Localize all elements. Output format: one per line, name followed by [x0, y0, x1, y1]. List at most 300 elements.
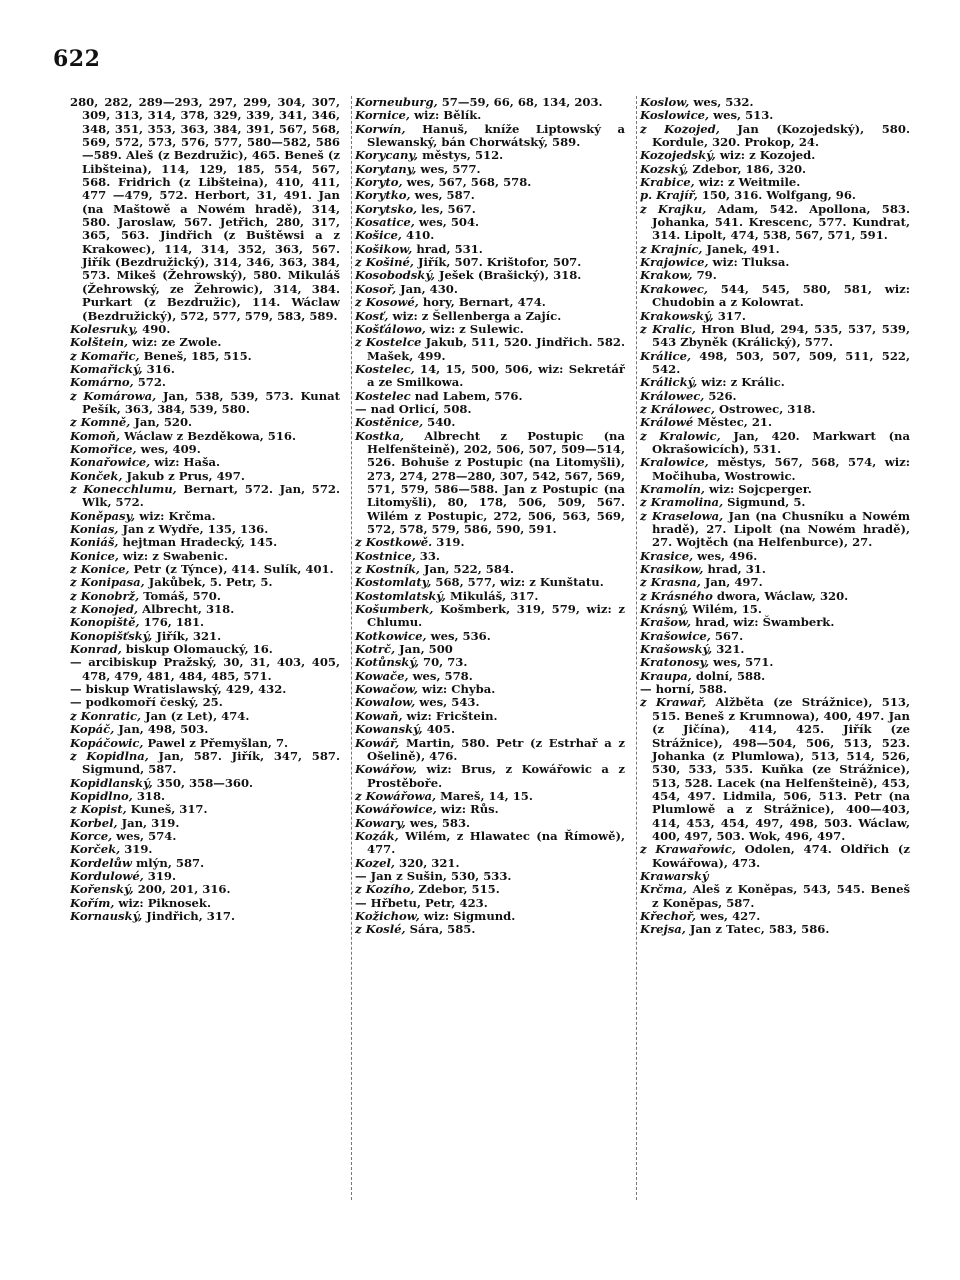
entry-text: wiz: z Králic.	[697, 375, 785, 390]
entry-headword: Krakow,	[640, 268, 693, 283]
index-column-right	[636, 96, 910, 1200]
entry-text: hrad, 531.	[412, 241, 483, 256]
entry-text: Jan (Kozojedský), 580. Kordule, 320. Prokop, 24.	[652, 121, 910, 150]
entry-headword: z Komně,	[70, 415, 131, 430]
page-number: 622	[53, 46, 101, 72]
entry-headword: Kowary,	[355, 815, 406, 830]
entry-headword: Kowářowice,	[355, 802, 437, 817]
entry-text: Jakub, 511, 520. Jindřich. 582. Mašek, 499.	[367, 335, 625, 363]
entry-headword: Korce,	[70, 828, 113, 843]
entry-headword: z Krasna,	[640, 575, 701, 590]
entry-text: wes, 587.	[410, 188, 475, 203]
entry-headword: z Krawařowic,	[640, 842, 736, 857]
index-entry	[70, 590, 340, 603]
index-entry	[355, 683, 625, 696]
index-entry	[640, 483, 910, 496]
entry-text: Odolen, 474. Oldřich (z Kowářowa), 473.	[652, 842, 910, 870]
entry-text: 176, 181.	[139, 615, 205, 630]
index-entry	[70, 510, 340, 523]
entry-text: Ostrowec, 318.	[714, 401, 816, 416]
index-entry	[640, 203, 910, 243]
entry-headword: Košťálowo,	[355, 321, 426, 336]
entry-headword: Králowé	[640, 415, 694, 430]
entry-text: Jindřich, 317.	[142, 908, 236, 923]
index-entry	[640, 176, 910, 189]
index-entry	[640, 510, 910, 550]
entry-text: Mareš, 14, 15.	[436, 788, 533, 803]
entry-text: 319.	[120, 842, 153, 857]
entry-headword: Krajowice,	[640, 255, 709, 270]
index-entry	[70, 603, 340, 616]
entry-text: 567.	[710, 628, 744, 643]
index-entry	[355, 590, 625, 603]
entry-text: 544, 545, 580, 581, wiz: Chudobin a z Kolowrat.	[652, 281, 910, 310]
index-entry	[355, 363, 625, 390]
entry-text: Pawel z Přemyšlan, 7.	[143, 735, 289, 750]
index-entry	[70, 777, 340, 790]
index-entry	[355, 737, 625, 764]
entry-headword: Korycany,	[355, 148, 419, 163]
entry-headword: Krakowský,	[640, 308, 714, 323]
entry-text: wiz: Haša.	[150, 455, 221, 470]
entry-text: městys, 512.	[418, 148, 504, 163]
entry-headword: Kopáčowic,	[70, 735, 144, 750]
entry-headword: Krašowský,	[640, 642, 713, 657]
entry-text: Martin, 580. Petr (z Estrhař a z Ošelině), 476.	[367, 735, 625, 763]
entry-headword: Kosatice,	[355, 215, 415, 230]
index-entry	[640, 603, 910, 616]
entry-text: — Jan z Sušin, 530, 533.	[355, 868, 512, 883]
entry-text: Petr (z Týnce), 414. Sulík, 401.	[129, 562, 334, 577]
entry-text: 150, 316. Wolfgang, 96.	[697, 188, 856, 203]
entry-text: 572.	[133, 375, 166, 390]
entry-headword: z Kralic,	[640, 321, 696, 336]
entry-text: 318.	[132, 788, 166, 803]
entry-headword: Kozský,	[640, 161, 689, 176]
entry-text: hejtman Hradecký, 145.	[118, 535, 278, 550]
index-entry	[355, 563, 625, 576]
entry-text: hory, Bernart, 474.	[418, 295, 546, 310]
entry-headword: Kotkowice,	[355, 628, 427, 643]
entry-text: Adam, 542. Apollona, 583. Johanka, 541. Krescenc, 577. Kundrat, 314. Lipolt, 474, 538, 567, 571, 591.	[652, 201, 910, 243]
entry-headword: Korytko,	[355, 188, 411, 203]
entry-headword: z Králowec,	[640, 401, 715, 416]
entry-text: Hron Blud, 294, 535, 537, 539, 543 Zbyněk (Králický), 577.	[652, 321, 910, 350]
entry-headword: Kopáč,	[70, 722, 115, 737]
entry-text: Jan, 522, 584.	[419, 562, 515, 577]
entry-headword: Kosobodský,	[355, 268, 435, 283]
entry-text: wiz: z Kozojed.	[715, 148, 816, 163]
index-entry	[70, 643, 340, 656]
index-entry	[355, 643, 625, 656]
index-entry	[70, 350, 340, 363]
entry-headword: Kostěnice,	[355, 415, 424, 430]
entry-text: Jan, 500	[395, 642, 453, 657]
entry-headword: Komoň,	[70, 428, 121, 443]
entry-text: Jakůbek, 5. Petr, 5.	[144, 575, 273, 590]
index-entry	[355, 696, 625, 709]
entry-text: Jan, 430.	[396, 281, 458, 296]
index-entry	[70, 430, 340, 443]
index-entry	[355, 576, 625, 589]
entry-headword: Koslowice,	[640, 108, 710, 123]
index-entry	[640, 283, 910, 310]
entry-text: wiz: Piknosek.	[114, 895, 211, 910]
entry-text: 405.	[422, 722, 455, 737]
entry-text: 498, 503, 507, 509, 511, 522, 542.	[652, 348, 910, 376]
index-entry	[70, 883, 340, 896]
entry-headword: Kowače,	[355, 668, 409, 683]
index-entry	[70, 563, 340, 576]
entry-headword: Konias,	[70, 522, 119, 536]
index-entry	[640, 670, 910, 683]
entry-text: 319.	[432, 535, 465, 550]
entry-headword: Košikow,	[355, 241, 413, 256]
entry-headword: Kowářow,	[355, 762, 417, 777]
index-entry	[640, 843, 910, 870]
entry-text: wes, 571.	[709, 655, 774, 670]
index-entry	[70, 616, 340, 629]
entry-headword: Koslow,	[640, 96, 690, 109]
entry-text: — Hřbetu, Petr, 423.	[355, 895, 488, 910]
index-entry	[355, 243, 625, 256]
entry-headword: Krakowec,	[640, 281, 708, 296]
entry-headword: Kornauský,	[70, 908, 143, 923]
index-entry	[355, 403, 625, 416]
index-entry	[640, 189, 910, 202]
index-entry	[355, 390, 625, 403]
entry-text: wiz: z Swabenic.	[118, 548, 229, 563]
index-entry	[640, 550, 910, 563]
index-entry	[640, 243, 910, 256]
index-entry	[355, 670, 625, 683]
entry-text: Jan, 538, 539, 573. Kunat Pešík, 363, 384, 539, 580.	[82, 388, 340, 416]
entry-headword: z Konobrž,	[70, 588, 140, 603]
entry-headword: Konice,	[70, 548, 119, 563]
index-entry	[355, 883, 625, 896]
entry-headword: Korneuburg,	[355, 96, 438, 109]
index-entry	[640, 590, 910, 603]
entry-text: hrad, wiz: Šwamberk.	[691, 615, 835, 630]
index-entry	[70, 910, 340, 923]
entry-text: wes, 513.	[709, 108, 774, 123]
index-entry	[70, 683, 340, 696]
entry-text: Wilém, 15.	[688, 602, 762, 617]
index-entry	[640, 403, 910, 416]
entry-text: 568, 577, wiz: z Kunštatu.	[431, 575, 604, 590]
index-entry	[640, 163, 910, 176]
entry-headword: z Kopist,	[70, 802, 127, 817]
index-column-middle	[351, 96, 625, 1200]
entry-headword: Kostomlatský,	[355, 588, 446, 603]
entry-text: wes, 536.	[426, 628, 491, 643]
index-entry	[355, 656, 625, 669]
entry-headword: Korwín,	[355, 121, 406, 136]
entry-headword: Kopidlno,	[70, 788, 133, 803]
index-entry	[355, 256, 625, 269]
entry-text: 319.	[143, 868, 177, 883]
index-entry	[640, 376, 910, 389]
entry-text: Alžběta (ze Strážnice), 513, 515. Beneš z Krumnowa), 400, 497. Jan (z Jičína), 414, 425. Jiřík (ze Strážnice), 498—504, 506, 513, 523. Johanka (z Plumlowa), 513, 514, 526, 530, 533, 535. Kuňka (ze Strážnice), 513, 528. Lacek (na Helfenšteině), 453, 454, 497. Lidmila, 506, 513. Petr (na Plumlowě a z Strážnice), 400—403, 414, 453, 454, 497, 498, 503. Wáclaw, 400, 497, 503. Wok, 496, 497.	[652, 695, 910, 843]
entry-text: wiz: Sigmund.	[419, 908, 516, 923]
entry-headword: p. Krajíř,	[640, 188, 698, 203]
entry-headword: Kowalow,	[355, 695, 416, 710]
entry-headword: z Konipasa,	[70, 575, 145, 590]
entry-headword: Kordulowé,	[70, 868, 144, 883]
entry-text: — podkomoří český, 25.	[70, 695, 223, 710]
entry-headword: Kostka,	[355, 428, 405, 443]
index-entry	[355, 550, 625, 563]
entry-headword: Konopiště,	[70, 615, 140, 630]
index-entry	[355, 323, 625, 336]
entry-headword: z Krawař,	[640, 695, 707, 710]
entry-headword: Koryto,	[355, 175, 403, 190]
entry-headword: Kordelůw	[70, 855, 132, 870]
entry-text: Ješek (Brašický), 318.	[434, 268, 582, 283]
entry-headword: Kowačow,	[355, 682, 418, 697]
entry-text: Albrecht z Postupic (na Helfenšteině), 202, 506, 507, 509—514, 526. Bohuše z Postupic (na Litomyšli), 273, 274, 278—280, 307, 542, 567, 569, 571, 579, 586—588. Jan z Postupic (na Litomyšli), 80, 178, 506, 509, 567. Wilém z Postupic, 272, 506, 563, 569, 572, 578, 579, 586, 590, 591.	[367, 428, 625, 536]
entry-text: 57—59, 66, 68, 134, 203.	[437, 96, 603, 109]
entry-headword: z Koslé,	[355, 922, 406, 937]
index-entry	[640, 323, 910, 350]
entry-headword: Krabice,	[640, 175, 695, 190]
index-entry	[640, 123, 910, 150]
entry-headword: z Kralowic,	[640, 428, 721, 443]
entry-headword: Kolesruky,	[70, 321, 139, 336]
entry-headword: Kostelec	[355, 388, 411, 403]
entry-text: Jakub z Prus, 497.	[122, 468, 245, 483]
entry-headword: Kořím,	[70, 895, 115, 910]
entry-text: les, 567.	[417, 201, 476, 216]
entry-text: wes, 504.	[414, 215, 480, 230]
entry-text: wiz: ze Zwole.	[128, 335, 222, 350]
entry-headword: Komařický,	[70, 361, 143, 376]
entry-text: Wáclaw z Bezděkowa, 516.	[120, 428, 297, 443]
index-entry	[70, 456, 340, 469]
entry-headword: Krasikow,	[640, 562, 704, 577]
entry-headword: Koněpasy,	[70, 508, 136, 523]
entry-text: wiz: Fricštein.	[402, 708, 498, 723]
index-entry	[640, 350, 910, 377]
entry-text: 200, 201, 316.	[133, 882, 231, 897]
entry-headword: Korbel,	[70, 815, 118, 830]
entry-text: Jan, 587. Jiřík, 347, 587. Sigmund, 587.	[82, 748, 340, 777]
entry-text: Košmberk, 319, 579, wiz: z Chlumu.	[367, 602, 625, 630]
entry-text: 350, 358—360.	[152, 775, 254, 790]
index-entry	[70, 750, 340, 777]
entry-text: dolní, 588.	[691, 668, 766, 683]
index-entry	[355, 630, 625, 643]
index-entry	[355, 96, 625, 109]
entry-text: 540.	[423, 415, 456, 430]
index-entry	[640, 656, 910, 669]
entry-text: Kuneš, 317.	[126, 802, 208, 817]
entry-text: Jan, 520.	[130, 415, 193, 430]
entry-headword: Košumberk,	[355, 602, 434, 617]
entry-text: wiz: Tluksa.	[708, 255, 790, 270]
entry-headword: Kožichow,	[355, 908, 420, 923]
index-entry	[355, 923, 625, 936]
index-entry	[355, 723, 625, 736]
index-entry	[70, 696, 340, 709]
entry-headword: z Kostkowě.	[355, 535, 433, 550]
index-entry	[640, 390, 910, 403]
entry-headword: Krčma,	[640, 882, 688, 897]
index-entry	[355, 857, 625, 870]
entry-headword: Komárno,	[70, 375, 134, 390]
entry-text: Tomáš, 570.	[139, 588, 221, 603]
index-entry	[640, 870, 910, 883]
entry-text: wes, 577.	[416, 161, 481, 176]
entry-text: wiz: z Sulewic.	[425, 321, 524, 336]
entry-headword: Korček,	[70, 842, 121, 857]
entry-text: — biskup Wratislawský, 429, 432.	[70, 682, 287, 697]
entry-text: wiz: Sojcperger.	[704, 481, 812, 496]
entry-text: Albrecht, 318.	[138, 602, 235, 617]
index-entry	[640, 576, 910, 589]
entry-headword: Kolštein,	[70, 335, 129, 350]
entry-text: Hanuš, kníže Liptowský a Slewanský, bán Chorwátský, 589.	[367, 121, 625, 150]
index-entry	[70, 817, 340, 830]
index-entry	[640, 630, 910, 643]
entry-text: Jiřík, 507. Krištofor, 507.	[413, 255, 582, 270]
index-entry	[70, 483, 340, 510]
entry-text: dwora, Wáclaw, 320.	[712, 588, 849, 603]
entry-text: Wilém, z Hlawatec (na Římowě), 477.	[367, 828, 625, 857]
entry-headword: z Krajníc,	[640, 241, 703, 256]
index-entry	[70, 523, 340, 536]
entry-headword: z Kraselowa,	[640, 508, 724, 523]
index-entry	[640, 883, 910, 910]
index-entry	[355, 163, 625, 176]
entry-headword: Kosoř,	[355, 281, 397, 296]
entry-headword: Kowaň,	[355, 708, 403, 723]
entry-headword: z Konratic,	[70, 708, 142, 723]
index-entry	[70, 416, 340, 429]
entry-text: 316.	[142, 361, 175, 376]
entry-text: — arcibiskup Pražský, 30, 31, 403, 405, 478, 479, 481, 484, 485, 571.	[70, 655, 340, 683]
entry-headword: Krasice,	[640, 548, 694, 563]
entry-headword: Kornice,	[355, 108, 410, 123]
entry-text: wes, 532.	[689, 96, 754, 109]
entry-text: wes, 543.	[415, 695, 480, 710]
entry-headword: Komořice,	[70, 441, 137, 456]
entry-headword: Králowec,	[640, 388, 705, 403]
index-entry	[355, 710, 625, 723]
entry-headword: Kramolín,	[640, 481, 705, 496]
entry-text: Jan z Tatec, 583, 586.	[685, 922, 830, 937]
entry-text: Jan (z Let), 474.	[141, 708, 250, 723]
entry-text: městys, 567, 568, 574, wiz: Močihuba, Wostrowic.	[652, 455, 910, 483]
entry-headword: Kozák,	[355, 828, 399, 843]
index-entry	[640, 616, 910, 629]
index-entry	[70, 96, 340, 323]
entry-headword: Kopidlanský,	[70, 775, 153, 790]
entry-text: Jan, 498, 503.	[114, 722, 209, 737]
entry-headword: Kowář,	[355, 735, 400, 750]
entry-text: 320, 321.	[394, 855, 460, 870]
index-entry	[355, 790, 625, 803]
index-column-left	[70, 96, 340, 1200]
index-entry	[355, 803, 625, 816]
index-entry	[70, 576, 340, 589]
entry-text: Mikuláš, 317.	[445, 588, 539, 603]
index-entry	[70, 363, 340, 376]
entry-headword: z Kramolina,	[640, 495, 724, 510]
entry-text: 70, 73.	[419, 655, 468, 670]
entry-headword: Krejsa,	[640, 922, 686, 937]
index-entry	[70, 897, 340, 910]
entry-text: 33.	[415, 548, 440, 563]
entry-headword: z Kozího,	[355, 882, 415, 897]
index-entry	[70, 470, 340, 483]
index-entry	[355, 283, 625, 296]
entry-text: wiz: z Šellenberga a Zajíc.	[388, 308, 562, 323]
entry-text: Bernart, 572. Jan, 572. Wlk, 572.	[82, 481, 340, 510]
entry-text: Městec, 21.	[693, 415, 773, 430]
index-entry	[640, 430, 910, 457]
entry-text: wes, 574.	[112, 828, 177, 843]
entry-headword: Kostelec,	[355, 361, 415, 376]
entry-headword: z Kozojed,	[640, 121, 720, 136]
entry-headword: Konařowice,	[70, 455, 151, 470]
index-entry	[640, 910, 910, 923]
index-entry	[70, 630, 340, 643]
entry-text: 490.	[138, 321, 171, 336]
entry-text: wes, 578.	[408, 668, 473, 683]
entry-headword: z Kostelce	[355, 335, 422, 350]
entry-headword: z Kosowé,	[355, 295, 419, 310]
index-entry	[70, 323, 340, 336]
entry-headword: Krawarský	[640, 868, 709, 883]
entry-headword: z Konojed,	[70, 602, 139, 617]
entry-headword: Koniáš,	[70, 535, 119, 550]
index-entry	[355, 817, 625, 830]
index-entry	[355, 189, 625, 202]
index-entry	[355, 216, 625, 229]
index-entry	[70, 390, 340, 417]
entry-text: wiz: Chyba.	[417, 682, 496, 697]
entry-headword: z Konice,	[70, 562, 130, 577]
entry-headword: z Kowářowa,	[355, 788, 437, 803]
index-entry	[355, 897, 625, 910]
entry-text: wiz: Krčma.	[135, 508, 216, 523]
index-entry	[640, 923, 910, 936]
entry-headword: Konrad,	[70, 642, 122, 657]
index-entry	[640, 96, 910, 109]
entry-text: wes, 567, 568, 578.	[402, 175, 532, 190]
index-entry	[70, 870, 340, 883]
index-entry	[355, 310, 625, 323]
index-entry	[355, 870, 625, 883]
entry-headword: Krašow,	[640, 615, 692, 630]
entry-text: mlýn, 587.	[131, 855, 205, 870]
entry-text: Jiřík, 321.	[152, 628, 222, 643]
index-entry	[70, 656, 340, 683]
entry-headword: Kratonosy,	[640, 655, 710, 670]
index-entry	[355, 149, 625, 162]
index-entry	[640, 416, 910, 429]
entry-text: wes, 496.	[693, 548, 758, 563]
index-columns	[70, 96, 910, 1200]
entry-text: Jan z Wydře, 135, 136.	[118, 522, 269, 536]
entry-text: Sára, 585.	[405, 922, 476, 937]
entry-text: 317.	[713, 308, 746, 323]
entry-text: 410.	[401, 228, 435, 243]
index-entry	[70, 803, 340, 816]
entry-headword: z Kostník,	[355, 562, 420, 577]
entry-text: 526.	[704, 388, 737, 403]
